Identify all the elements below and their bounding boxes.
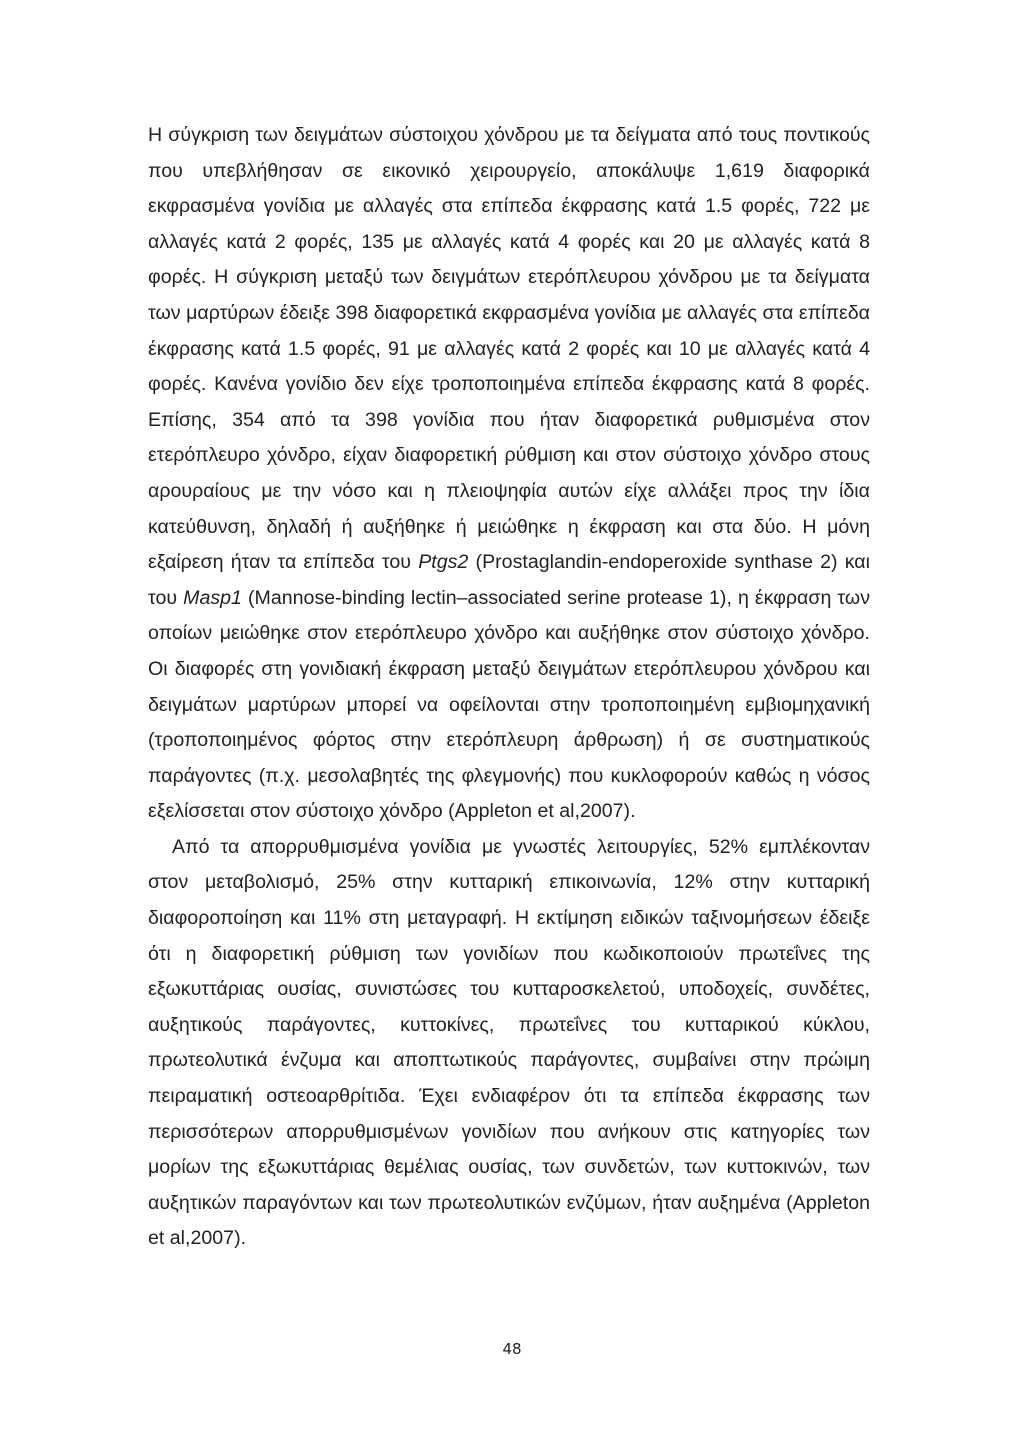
paragraph-1-text-b: (Prostaglandin-endoperoxide synthase 2) και του: [148, 551, 870, 609]
paragraph-1-text-c: (Mannose-binding lectin–associated serine protease 1), η έκφραση των οποίων μειώθηκε στον ετερόπλευρο χόνδρο και αυξήθηκε στον σύστοιχο χόνδρο. Οι διαφορές στη γονιδιακή έκφραση μεταξύ δειγμάτων ετερόπλευρου χόνδρου και δειγμάτων μαρτύρων μπορεί να οφείλονται στην τροποποιημένη εμβιομηχανική (τροποποιημένος φόρτος στην ετερόπλευρη άρθρωση) ή σε συστηματικούς παράγοντες (π.χ. μεσολαβητές της φλεγμονής) που κυκλοφορούν καθώς η νόσος εξελίσσεται στον σύστοιχο χόνδρο (Appleton et al,2007).: [148, 586, 870, 823]
paragraph-2: Από τα απορρυθμισμένα γονίδια με γνωστές λειτουργίες, 52% εμπλέκονταν στον μεταβολισμό, 25% στην κυτταρική επικοινωνία, 12% στην κυτταρική διαφοροποίηση και 11% στη μεταγραφή. Η εκτίμηση ειδικών ταξινομήσεων έδειξε ότι η διαφορετική ρύθμιση των γονιδίων που κωδικοποιούν πρωτεΐνες της εξωκυττάριας ουσίας, συνιστώσες του κυτταροσκελετού, υποδοχείς, συνδέτες, αυξητικούς παράγοντες, κυττοκίνες, πρωτεΐνες του κυτταρικού κύκλου, πρωτεολυτικά ένζυμα και αποπτωτικούς παράγοντες, συμβαίνει στην πρώιμη πειραματική οστεοαρθρίτιδα. Έχει ενδιαφέρον ότι τα επίπεδα έκφρασης των περισσότερων απορρυθμισμένων γονιδίων που ανήκουν στις κατηγορίες των μορίων της εξωκυττάριας θεμέλιας ουσίας, των συνδετών, των κυττοκινών, των αυξητικών παραγόντων και των πρωτεολυτικών ενζύμων, ήταν αυξημένα (Appleton et al,2007).: [148, 835, 870, 1250]
body-text: [148, 118, 870, 1257]
gene-name-masp1: Masp1: [183, 586, 242, 609]
paragraph-1-text-a: Η σύγκριση των δειγμάτων σύστοιχου χόνδρου με τα δείγματα από τους ποντικούς που υπεβλήθησαν σε εικονικό χειρουργείο, αποκάλυψε 1,619 διαφορικά εκφρασμένα γονίδια με αλλαγές στα επίπεδα έκφρασης κατά 1.5 φορές, 722 με αλλαγές κατά 2 φορές, 135 με αλλαγές κατά 4 φορές και 20 με αλλαγές κατά 8 φορές. Η σύγκριση μεταξύ των δειγμάτων ετερόπλευρου χόνδρου με τα δείγματα των μαρτύρων έδειξε 398 διαφορετικά εκφρασμένα γονίδια με αλλαγές στα επίπεδα έκφρασης κατά 1.5 φορές, 91 με αλλαγές κατά 2 φορές και 10 με αλλαγές κατά 4 φορές. Κανένα γονίδιο δεν είχε τροποποιημένα επίπεδα έκφρασης κατά 8 φορές. Επίσης, 354 από τα 398 γονίδια που ήταν διαφορετικά ρυθμισμένα στον ετερόπλευρο χόνδρο, είχαν διαφορετική ρύθμιση και στον σύστοιχο χόνδρο στους αρουραίους με την νόσο και η πλειοψηφία αυτών είχε αλλάξει προς την ίδια κατεύθυνση, δηλαδή ή αυξήθηκε ή μειώθηκε η έκφραση και στα δύο. Η μόνη εξαίρεση ήταν τα επίπεδα του: [148, 124, 870, 574]
gene-name-ptgs2: Ptgs2: [418, 551, 469, 574]
paragraph-1: [148, 118, 870, 830]
page-number: 48: [502, 1340, 522, 1358]
